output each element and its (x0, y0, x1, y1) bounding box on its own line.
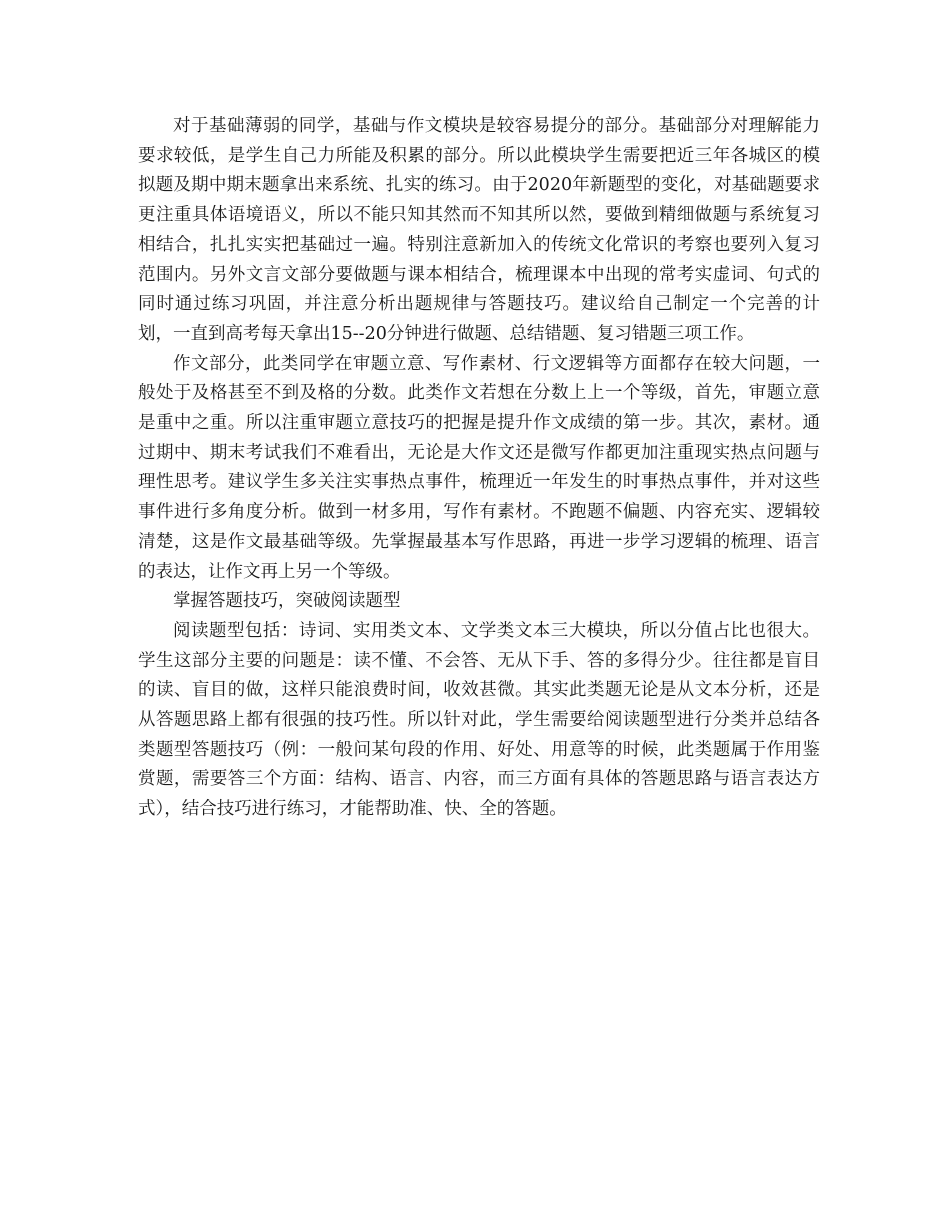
paragraph-basics: 对于基础薄弱的同学，基础与作文模块是较容易提分的部分。基础部分对理解能力要求较低，是学生自己力所能及积累的部分。所以此模块学生需要把近三年各城区的模拟题及期中期末题拿出来系统、扎实的练习。由于2020年新题型的变化，对基础题要求更注重具体语境语义，所以不能只知其然而不知其所以然，要做到精细做题与系统复习相结合，扎扎实实把基础过一遍。特别注意新加入的传统文化常识的考察也要列入复习范围内。另外文言文部分要做题与课本相结合，梳理课本中出现的常考实虚词、句式的同时通过练习巩固，并注意分析出题规律与答题技巧。建议给自己制定一个完善的计划，一直到高考每天拿出15--20分钟进行做题、总结错题、复习错题三项工作。 (138, 116, 820, 344)
paragraph-reading: 阅读题型包括：诗词、实用类文本、文学类文本三大模块，所以分值占比也很大。学生这部分主要的问题是：读不懂、不会答、无从下手、答的多得分少。往往都是盲目的读、盲目的做，这样只能浪费时间，收效甚微。其实此类题无论是从文本分析，还是从答题思路上都有很强的技巧性。所以针对此，学生需要给阅读题型进行分类并总结各类题型答题技巧（例：一般问某句段的作用、好处、用意等的时候，此类题属于作用鉴赏题，需要答三个方面：结构、语言、内容，而三方面有具体的答题思路与语言表达方式），结合技巧进行练习，才能帮助准、快、全的答题。 (138, 620, 820, 820)
section-heading: 掌握答题技巧，突破阅读题型 (173, 591, 401, 612)
paragraph-composition: 作文部分，此类同学在审题立意、写作素材、行文逻辑等方面都存在较大问题，一般处于及格甚至不到及格的分数。此类作文若想在分数上上一个等级，首先，审题立意是重中之重。所以注重审题立意技巧的把握是提升作文成绩的第一步。其次，素材。通过期中、期末考试我们不难看出，无论是大作文还是微写作都更加注重现实热点问题与理性思考。建议学生多关注实事热点事件，梳理近一年发生的时事热点事件，并对这些事件进行多角度分析。做到一材多用，写作有素材。不跑题不偏题、内容充实、逻辑较清楚，这是作文最基础等级。先掌握最基本写作思路，再进一步学习逻辑的梳理、语言的表达，让作文再上另一个等级。 (138, 353, 820, 582)
document-body (138, 112, 820, 825)
